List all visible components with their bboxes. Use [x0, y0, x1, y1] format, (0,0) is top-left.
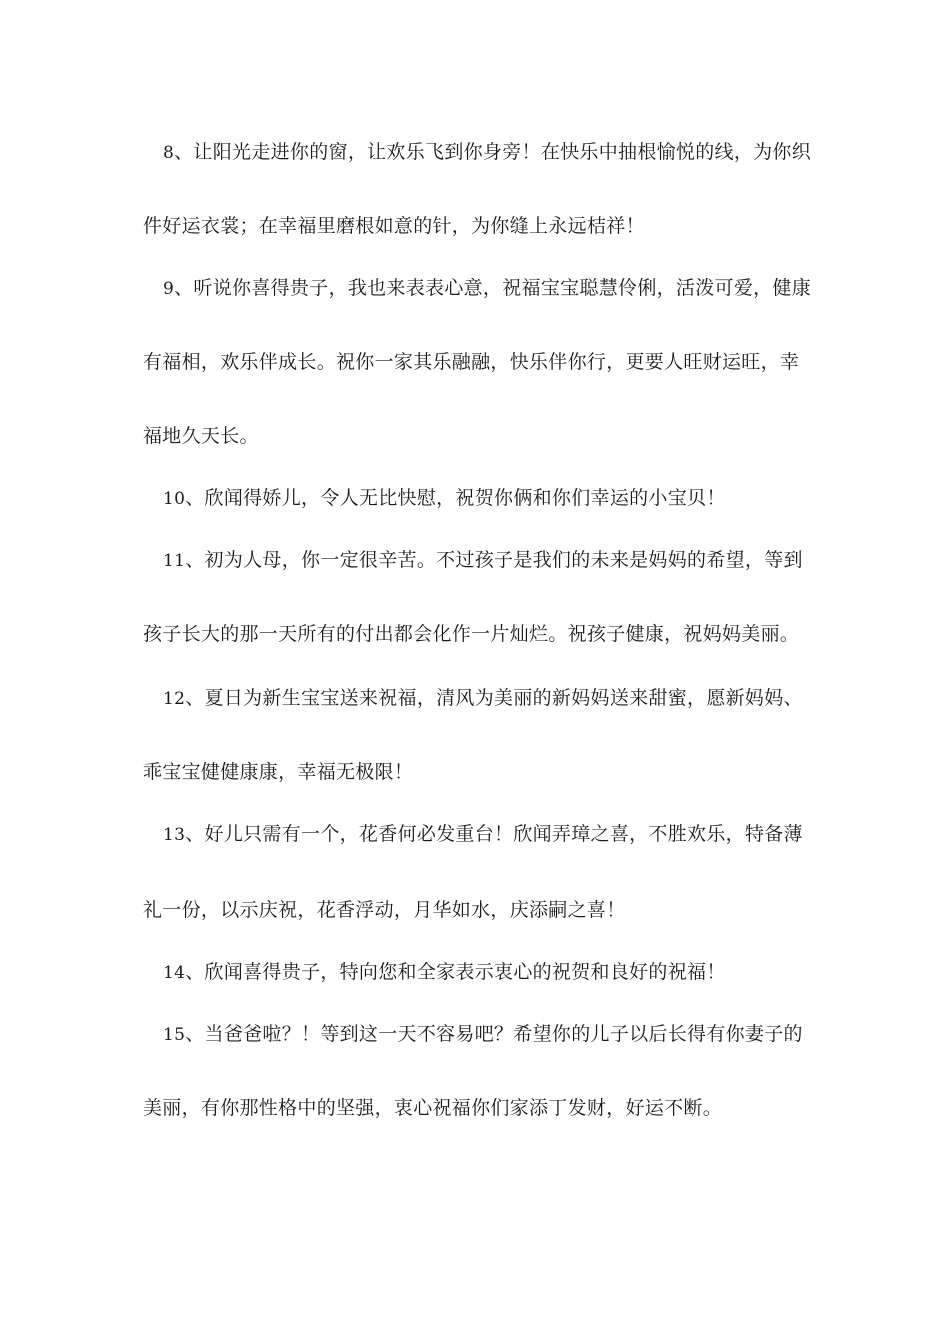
paragraph-text: 、欣闻喜得贵子，特向您和全家表示衷心的祝贺和良好的祝福！ [185, 961, 726, 983]
paragraph-number: 11 [163, 551, 186, 571]
paragraph-9-line-3: 福地久天长。 [143, 425, 259, 447]
paragraph-15-line-2: 美丽，有你那性格中的坚强，衷心祝福你们家添丁发财，好运不断。 [143, 1097, 723, 1119]
paragraph-14-line-1 [163, 958, 843, 987]
paragraph-number: 15 [163, 1025, 186, 1045]
paragraph-number: 10 [163, 489, 186, 509]
paragraph-number: 9 [163, 279, 175, 299]
paragraph-text: 、好儿只需有一个，花香何必发重台！欣闻弄璋之喜，不胜欢乐，特备薄 [185, 823, 803, 845]
paragraph-number: 12 [163, 689, 186, 709]
paragraph-text: 、夏日为新生宝宝送来祝福，清风为美丽的新妈妈送来甜蜜，愿新妈妈、 [185, 687, 803, 709]
paragraph-10-line-1 [163, 484, 843, 513]
paragraph-11-line-1 [163, 546, 843, 575]
paragraph-9-line-2: 有福相，欢乐伴成长。祝你一家其乐融融，快乐伴你行，更要人旺财运旺，幸 [143, 351, 800, 373]
paragraph-text: 、欣闻得娇儿，令人无比快慰，祝贺你俩和你们幸运的小宝贝！ [185, 487, 726, 509]
paragraph-15-line-1 [163, 1020, 843, 1049]
paragraph-number: 8 [163, 143, 175, 163]
paragraph-text: 、当爸爸啦？！等到这一天不容易吧？希望你的儿子以后长得有你妻子的 [185, 1023, 803, 1045]
paragraph-12-line-2: 乖宝宝健健康康，幸福无极限！ [143, 761, 414, 783]
paragraph-13-line-2: 礼一份，以示庆祝，花香浮动，月华如水，庆添嗣之喜！ [143, 899, 626, 921]
paragraph-text: 、听说你喜得贵子，我也来表表心意，祝福宝宝聪慧伶俐，活泼可爱，健康 [174, 277, 812, 299]
paragraph-13-line-1 [163, 820, 843, 849]
paragraph-number: 14 [163, 963, 186, 983]
paragraph-8-line-1 [163, 138, 843, 167]
paragraph-11-line-2: 孩子长大的那一天所有的付出都会化作一片灿烂。祝孩子健康，祝妈妈美丽。 [143, 623, 800, 645]
paragraph-text: 、让阳光走进你的窗，让欢乐飞到你身旁！在快乐中抽根愉悦的线，为你织 [174, 141, 812, 163]
paragraph-number: 13 [163, 825, 186, 845]
paragraph-text: 、初为人母，你一定很辛苦。不过孩子是我们的未来是妈妈的希望，等到 [185, 549, 803, 571]
paragraph-8-line-2: 件好运衣裳；在幸福里磨根如意的针，为你缝上永远桔祥！ [143, 215, 645, 237]
paragraph-12-line-1 [163, 684, 843, 713]
paragraph-9-line-1 [163, 274, 843, 303]
